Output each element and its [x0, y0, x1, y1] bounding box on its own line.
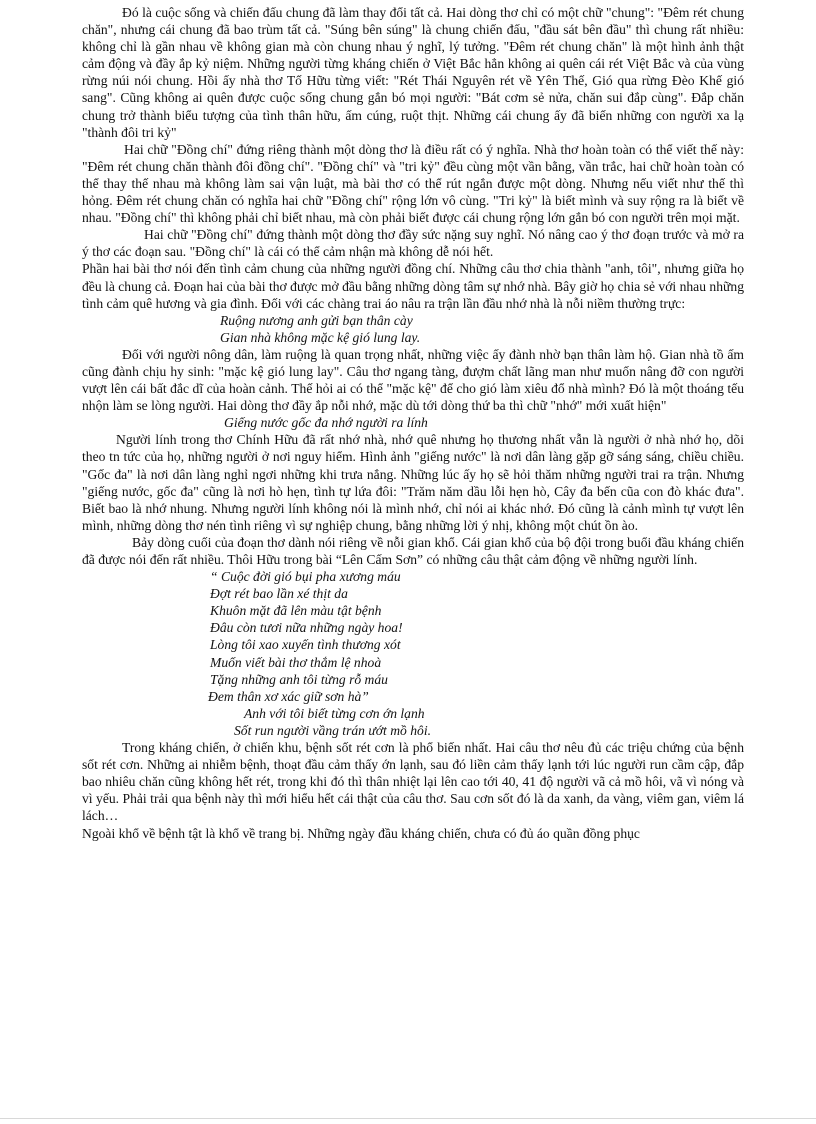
verse-line: Anh với tôi biết từng cơn ớn lạnh	[244, 705, 425, 721]
paragraph-equipment: Ngoài khổ về bệnh tật là khổ về trang bị. Những ngày đầu kháng chiến, chưa có đủ áo quần đồng phục	[82, 825, 640, 841]
paragraph-soldier-home: Người lính trong thơ Chính Hữu đã rất nhớ nhà, nhớ quê nhưng họ thương nhất vẫn là người ở nhà nhớ họ, dõi theo tn tức của họ, những người ở nơi nguy hiểm. Hình ảnh "giếng nước" là nơi dân làng gặp gỡ sáng sáng, chiều chiều. "Gốc đa" là nơi dân làng nghỉ ngơi những khi trưa nắng. Những lúc ấy họ sẽ hỏi thăm những người trai ra trận. Nhưng "giếng nước, gốc đa" cũng là nơi hò hẹn, tình tự lứa đôi: "Trăm năm dầu lỗi hẹn hò, Cây đa bến cũa con đò khác đưa". Biết bao là nhớ nhung. Nhưng người lính không nói là mình nhớ, chỉ nói ai khác nhớ. Đó cũng là cảnh mình tự vượt lên mình, những dòng thơ nén tình riêng vì sự nghiệp chung, bằng những lời ý nhị, không một chút ồn ào.	[82, 432, 744, 533]
poem-line: Khuôn mặt đã lên màu tật bệnh	[210, 603, 382, 619]
paragraph-dong-chi-meaning: Hai chữ "Đồng chí" đứng riêng thành một dòng thơ là điều rất có ý nghĩa. Nhà thơ hoàn toàn có thể viết thế này: "Đêm rét chung chăn thành đôi đồng chí". "Đồng chí" và "tri kỷ" đều cùng một vần bằng, vần trắc, hai chữ hoàn toàn có thể thay thế nhau mà không làm sai vận luật, mà bài thơ có thể rút ngắn được một dòng. Nhưng nếu viết như thế thì hỏng. Đêm rét chung chăn có nghĩa hai chữ "Đồng chí" rộng lớn vô cùng. "Tri kỷ" là biết mình và suy rộng ra là biết về nhau. "Đồng chí" thì không phải chỉ biết nhau, mà còn phải biết được cái chung rộng lớn gắn bó con người trên mọi mặt.	[82, 141, 744, 226]
verse-line: Gian nhà không mặc kệ gió lung lay.	[220, 329, 421, 345]
document-page	[82, 4, 744, 842]
poem-line: Đợt rét bao lần xé thịt da	[210, 586, 348, 602]
page-bottom-edge	[0, 1118, 816, 1124]
poem-line: Lòng tôi xao xuyến tình thương xót	[210, 637, 401, 653]
verse-line: Giếng nước gốc đa nhớ người ra lính	[224, 415, 428, 431]
poem-line: “ Cuộc đời gió bụi pha xương máu	[210, 569, 401, 585]
poem-line: Tặng những anh tôi từng rỗ máu	[210, 671, 388, 687]
paragraph-dong-chi-weight: Hai chữ "Đồng chí" đứng thành một dòng thơ đầy sức nặng suy nghĩ. Nó nâng cao ý thơ đoạn trước và mở ra ý thơ các đoạn sau. "Đồng chí" là cái có thể cảm nhận mà không dễ nói hết.	[82, 227, 744, 260]
paragraph-malaria: Trong kháng chiến, ở chiến khu, bệnh sốt rét cơn là phổ biến nhất. Hai câu thơ nêu đủ các triệu chứng của bệnh sốt rét cơn. Những ai nhiễm bệnh, thoạt đầu cảm thấy ớn lạnh, sau đó liền cảm thấy lạnh tới lúc người run cầm cập, đắp bao nhiêu chăn cũng không hết rét, trong khi đó thì thân nhiệt lại lên cao tới 40, 41 độ người vã cả mồ hôi, vã vì nóng và vì yếu. Phải trải qua bệnh này thì mới hiểu hết cái thật của câu thơ. Sau cơn sốt đó là da xanh, da vàng, viêm gan, viêm lá lách…	[82, 740, 744, 824]
paragraph-hardship: Bảy dòng cuối của đoạn thơ dành nói riêng về nỗi gian khổ. Cái gian khổ của bộ đội trong buổi đầu kháng chiến đã được nói đến rất nhiều. Thôi Hữu trong bài “Lên Cấm Sơn” có những câu thật cảm động về những người lính.	[82, 534, 744, 567]
poem-line: Đem thân xơ xác giữ sơn hà”	[208, 688, 369, 704]
paragraph-chung: Đó là cuộc sống và chiến đấu chung đã làm thay đổi tất cả. Hai dòng thơ chỉ có một chữ "chung": "Đêm rét chung chăn", nhưng cái chung đã bao trùm tất cả. "Súng bên súng" là chung chiến đấu, "đầu sát bên đầu" thì chung rất nhiều: không chỉ là gần nhau về không gian mà còn chung nhau ý nghĩ, lý tưởng. "Đêm rét chung chăn" là một hình ảnh thật cảm động và đầy ắp kỷ niệm. Những người từng kháng chiến ở Việt Bắc hẳn không ai quên cái rét Việt Bắc và của vùng rừng núi nói chung. Hồi ấy nhà thơ Tố Hữu từng viết: "Rét Thái Nguyên rét về Yên Thế, Gió qua rừng Đèo Khế gió sang". Cũng không ai quên được cuộc sống chung gắn bó mọi người: "Bát cơm sẻ nửa, chăn sui đắp cùng". Đắp chăn chung trở thành biểu tượng của tình thân hữu, ấm cúng, ruột thịt. Những cái chung ấy đã biến những con người xa lạ "thành đôi tri kỷ"	[82, 5, 744, 140]
poem-line: Đâu còn tươi nữa những ngày hoa!	[210, 620, 403, 636]
paragraph-farmer: Đối với người nông dân, làm ruộng là quan trọng nhất, những việc ấy đành nhờ bạn thân làm hộ. Gian nhà tồ ấm cũng đành chịu hy sinh: "mặc kệ gió lung lay". Câu thơ ngang tàng, đượm chất lãng man như muốn nâng đỡ con người vượt lên cái bất đắc dĩ của hoàn cảnh. Thế hỏi ai có thể "mặc kệ" để cho gió làm xiêu đổ nhà mình? Đó là một thoáng tếu nhộn làm se lòng người. Hai dòng thơ đầy ắp nỗi nhớ, mặc dù tới dòng thứ ba thì chữ "nhớ" mới xuất hiện"	[82, 346, 744, 414]
poem-line: Muốn viết bài thơ thắm lệ nhoà	[210, 654, 382, 670]
verse-line: Ruộng nương anh gửi bạn thân cày	[220, 312, 413, 328]
paragraph-part-two: Phần hai bài thơ nói đến tình cảm chung của những người đồng chí. Những câu thơ chia thành "anh, tôi", nhưng giữa họ đều là chung cả. Đoạn hai của bài thơ được mở đầu bằng những dòng tâm sự nhớ nhà. Bây giờ họ chia sẻ với nhau những tình cảm quê hương và gia đình. Đối với các chàng trai áo nâu ra trận lần đầu nhớ nhà là nỗi niềm thường trực:	[82, 261, 744, 311]
quoted-poem	[82, 568, 744, 705]
verse-line: Sốt run người vầng trán ướt mồ hôi.	[234, 722, 431, 738]
